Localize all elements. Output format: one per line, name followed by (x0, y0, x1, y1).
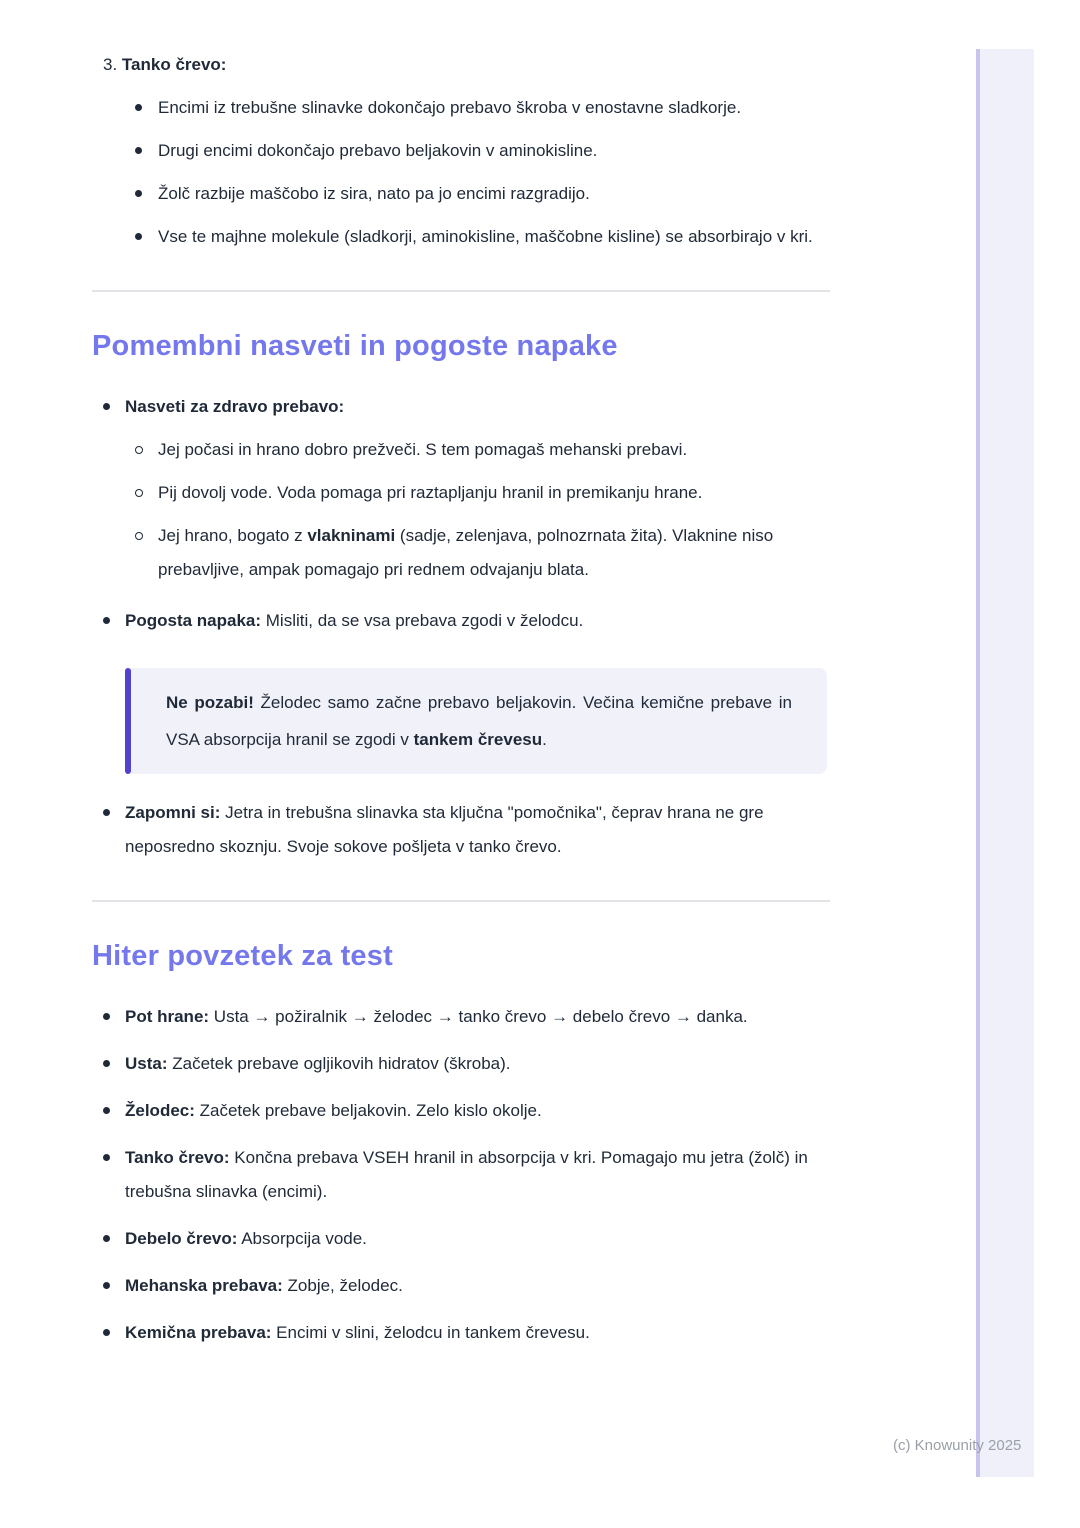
list-item-label: Kemična prebava: (125, 1323, 272, 1342)
list-item (92, 390, 830, 587)
list-item-text: Pij dovolj vode. Voda pomaga pri raztapljanju hranil in premikanju hrane. (158, 483, 703, 502)
page-edge-strip (976, 49, 1034, 1477)
bullet-icon (103, 809, 110, 816)
bullet-icon (103, 1235, 110, 1242)
list-item-text: Začetek prebave beljakovin. Zelo kislo okolje. (194, 1101, 542, 1120)
list-item-text: Jetra in trebušna slinavka sta ključna "pomočnika", čeprav hrana ne gre neposredno skoznju. Svoje sokove pošljeta v tanko črevo. (125, 803, 764, 856)
emphasis-text: vlakninami (307, 526, 396, 545)
advice-sublist (92, 433, 830, 587)
section-divider (92, 900, 830, 902)
list-item (92, 177, 830, 211)
list-item (92, 519, 830, 587)
bullet-icon (135, 233, 142, 240)
list-item-text: Jej počasi in hrano dobro prežveči. S tem pomagaš mehanski prebavi. (158, 440, 688, 459)
list-item-label: Pogosta napaka: (125, 611, 262, 630)
list-item (92, 1222, 830, 1256)
list-item (92, 1094, 830, 1128)
circle-bullet-icon (135, 446, 143, 454)
list-item-text: Zobje, želodec. (282, 1276, 403, 1295)
list-item-text: Encimi iz trebušne slinavke dokončajo prebavo škroba v enostavne sladkorje. (158, 98, 742, 117)
list-item-label: Zapomni si: (125, 803, 221, 822)
circle-bullet-icon (135, 532, 143, 540)
list-item (92, 1269, 830, 1303)
bullet-icon (103, 1107, 110, 1114)
bullet-icon (135, 190, 142, 197)
bullet-icon (135, 147, 142, 154)
callout-accent-bar (125, 668, 131, 774)
list-item (92, 476, 830, 510)
intro-list (92, 91, 830, 254)
remember-list (92, 796, 830, 864)
bullet-icon (103, 1282, 110, 1289)
document-body (92, 48, 830, 1350)
callout-text-end: . (542, 730, 547, 749)
list-item-text: Žolč razbije maščobo iz sira, nato pa jo encimi razgradijo. (158, 184, 590, 203)
reminder-callout (125, 668, 827, 774)
list-item-label: Usta: (125, 1054, 168, 1073)
callout-text: Želodec samo začne prebavo beljakovin. Večina kemične prebave in VSA absorpcija hranil se zgodi v (166, 693, 792, 749)
numbered-item-tanko-crevo (92, 48, 830, 82)
list-item (92, 91, 830, 125)
list-item-text: Vse te majhne molekule (sladkorji, aminokisline, maščobne kisline) se absorbirajo v kri. (158, 227, 813, 246)
list-item-text: (sadje, zelenjava, polnozrnata žita). Vlaknine niso prebavljive, ampak pomagajo pri rednem odvajanju blata. (158, 526, 774, 579)
tips-list (92, 390, 830, 638)
item-number: 3. (103, 55, 118, 74)
list-item (92, 134, 830, 168)
list-item-label: Tanko črevo: (125, 1148, 230, 1167)
bullet-icon (103, 617, 110, 624)
bullet-icon (103, 403, 110, 410)
bullet-icon (103, 1329, 110, 1336)
list-item-text: Misliti, da se vsa prebava zgodi v želodcu. (261, 611, 584, 630)
list-item-label: Mehanska prebava: (125, 1276, 283, 1295)
list-item (92, 1141, 830, 1209)
item-title: Tanko črevo: (121, 55, 227, 74)
section-heading-summary: Hiter povzetek za test (92, 940, 393, 972)
list-item-text: Začetek prebave ogljikovih hidratov (škroba). (167, 1054, 511, 1073)
list-item-text: Absorpcija vode. (237, 1229, 367, 1248)
list-item (92, 1047, 830, 1081)
list-item-text: Usta → požiralnik → želodec → tanko črevo → debelo črevo → danka. (209, 1007, 748, 1026)
list-item-label: Debelo črevo: (125, 1229, 238, 1248)
list-item (92, 796, 830, 864)
callout-emphasis: tankem črevesu (413, 730, 543, 749)
bullet-icon (103, 1154, 110, 1161)
list-item (92, 433, 830, 467)
section-divider (92, 290, 830, 292)
list-item-text: Jej hrano, bogato z (158, 526, 308, 545)
copyright-notice: (c) Knowunity 2025 (893, 1437, 1022, 1454)
list-item-text: Encimi v slini, želodcu in tankem črevesu. (271, 1323, 590, 1342)
bullet-icon (103, 1060, 110, 1067)
list-item (92, 220, 830, 254)
list-item-label: Pot hrane: (125, 1007, 210, 1026)
list-item (92, 604, 830, 638)
list-item-label: Nasveti za zdravo prebavo: (125, 397, 345, 416)
list-item-text: Drugi encimi dokončajo prebavo beljakovin v aminokisline. (158, 141, 598, 160)
circle-bullet-icon (135, 489, 143, 497)
list-item (92, 1316, 830, 1350)
list-item-label: Želodec: (125, 1101, 195, 1120)
bullet-icon (103, 1013, 110, 1020)
list-item (92, 1000, 830, 1034)
bullet-icon (135, 104, 142, 111)
section-heading-tips: Pomembni nasveti in pogoste napake (92, 330, 618, 362)
callout-lead: Ne pozabi! (166, 693, 254, 712)
summary-list (92, 1000, 830, 1350)
list-item-text: Končna prebava VSEH hranil in absorpcija v kri. Pomagajo mu jetra (žolč) in trebušna slinavka (encimi). (125, 1148, 808, 1201)
